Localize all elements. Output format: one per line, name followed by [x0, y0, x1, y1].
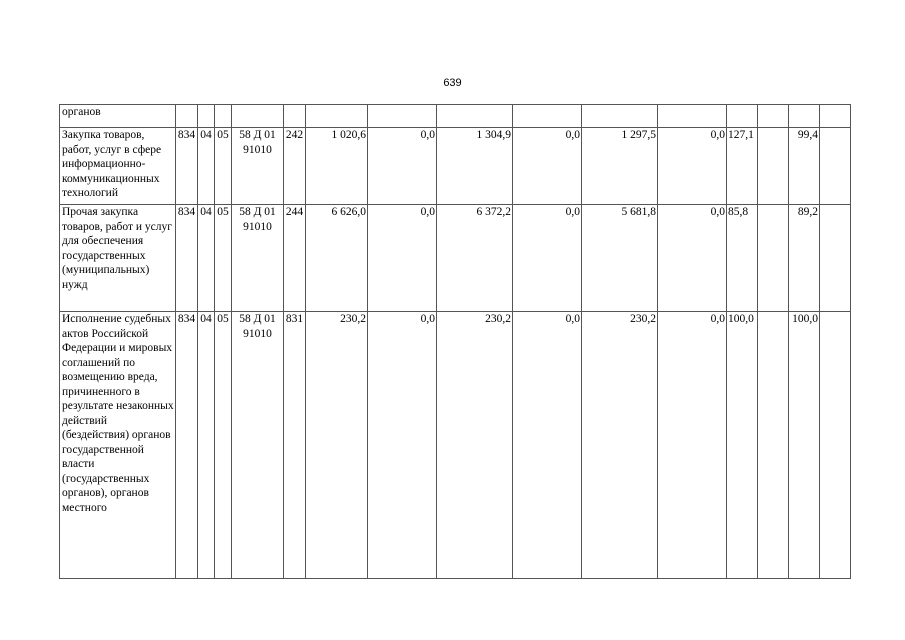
ministry-code: 834: [176, 205, 198, 312]
value-3: [437, 105, 513, 128]
percent-3: [789, 105, 820, 128]
percent-2: [758, 312, 789, 579]
value-6: 0,0: [658, 205, 727, 312]
value-4: 0,0: [513, 312, 582, 579]
value-5: 1 297,5: [582, 128, 658, 205]
row-name: Закупка товаров, работ, услуг в сфере информационно-коммуникационных технологий: [60, 128, 176, 205]
value-1: 230,2: [306, 312, 368, 579]
value-5: 230,2: [582, 312, 658, 579]
percent-3: 89,2: [789, 205, 820, 312]
target-article-code: 58 Д 01 91010: [232, 128, 284, 205]
subsection-code: [215, 105, 232, 128]
target-article-code: [232, 105, 284, 128]
page-number: 639: [443, 77, 462, 89]
subsection-code: 05: [215, 128, 232, 205]
percent-4: [820, 128, 851, 205]
subsection-code: 05: [215, 205, 232, 312]
ministry-code: 834: [176, 312, 198, 579]
value-5: 5 681,8: [582, 205, 658, 312]
row-name: Исполнение судебных актов Российской Федерации и мировых соглашений по возмещению вреда, причиненного в результате незаконных действий (бездействия) органов государственной власти (государственных органов), органов местного: [60, 312, 176, 579]
target-article-code: 58 Д 01 91010: [232, 205, 284, 312]
table-row: [60, 205, 851, 312]
ministry-code: [176, 105, 198, 128]
value-6: 0,0: [658, 312, 727, 579]
percent-1: 85,8: [727, 205, 758, 312]
row-name: органов: [60, 105, 176, 128]
value-1: 6 626,0: [306, 205, 368, 312]
percent-1: 127,1: [727, 128, 758, 205]
table-row: [60, 105, 851, 128]
expense-type-code: 242: [284, 128, 306, 205]
percent-2: [758, 128, 789, 205]
section-code: 04: [198, 205, 215, 312]
percent-1: 100,0: [727, 312, 758, 579]
value-3: 230,2: [437, 312, 513, 579]
expense-type-code: 831: [284, 312, 306, 579]
subsection-code: 05: [215, 312, 232, 579]
target-article-code: 58 Д 01 91010: [232, 312, 284, 579]
value-2: 0,0: [368, 205, 437, 312]
value-5: [582, 105, 658, 128]
value-4: 0,0: [513, 205, 582, 312]
value-6: [658, 105, 727, 128]
percent-4: [820, 105, 851, 128]
value-1: 1 020,6: [306, 128, 368, 205]
table-row: [60, 128, 851, 205]
section-code: [198, 105, 215, 128]
percent-2: [758, 205, 789, 312]
value-4: [513, 105, 582, 128]
value-1: [306, 105, 368, 128]
row-name: Прочая закупка товаров, работ и услуг для обеспечения государственных (муниципальных) нужд: [60, 205, 176, 312]
percent-4: [820, 205, 851, 312]
expense-type-code: 244: [284, 205, 306, 312]
section-code: 04: [198, 128, 215, 205]
percent-4: [820, 312, 851, 579]
value-6: 0,0: [658, 128, 727, 205]
percent-3: 100,0: [789, 312, 820, 579]
table-row: [60, 312, 851, 579]
budget-table: [59, 104, 851, 579]
value-4: 0,0: [513, 128, 582, 205]
section-code: 04: [198, 312, 215, 579]
expense-type-code: [284, 105, 306, 128]
value-3: 1 304,9: [437, 128, 513, 205]
percent-2: [758, 105, 789, 128]
value-3: 6 372,2: [437, 205, 513, 312]
percent-3: 99,4: [789, 128, 820, 205]
ministry-code: 834: [176, 128, 198, 205]
value-2: 0,0: [368, 128, 437, 205]
value-2: [368, 105, 437, 128]
value-2: 0,0: [368, 312, 437, 579]
percent-1: [727, 105, 758, 128]
